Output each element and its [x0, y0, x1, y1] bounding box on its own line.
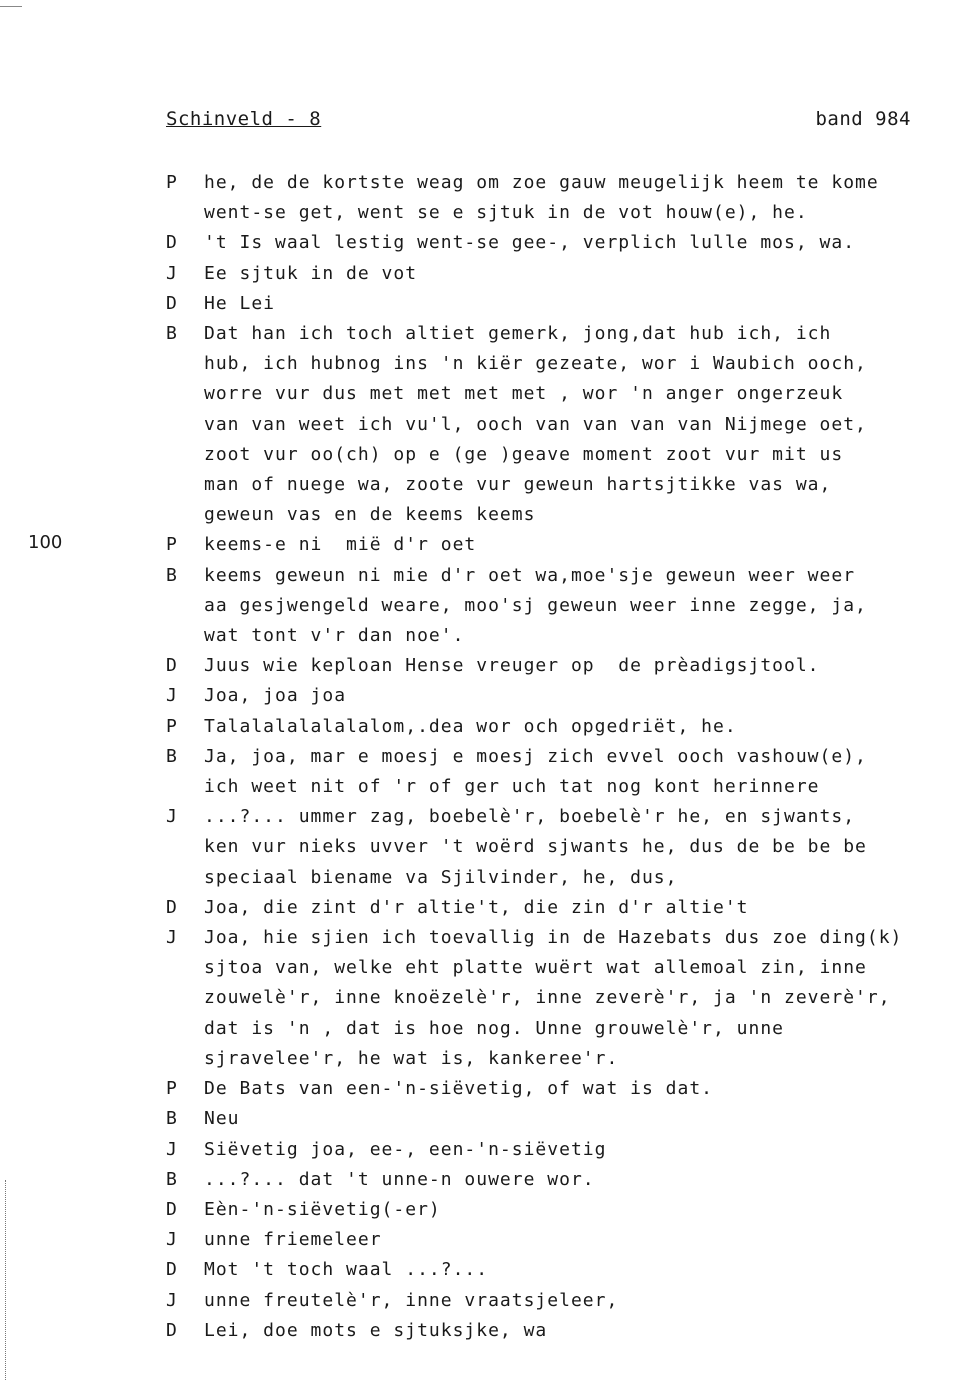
- utterance: [204, 681, 936, 711]
- transcript-turn: [166, 319, 936, 530]
- speaker-label: D: [166, 1259, 178, 1281]
- utterance: [204, 742, 936, 802]
- utterance: [204, 651, 936, 681]
- utterance-line: ken vur nieks uvver 't woërd sjwants he, dus de be be be: [204, 836, 867, 858]
- transcript-turn: [166, 228, 936, 258]
- utterance-line: Joa, joa joa: [204, 685, 347, 707]
- speaker-label: J: [166, 1138, 178, 1160]
- speaker-label: P: [166, 715, 178, 737]
- utterance: [204, 530, 936, 560]
- speaker-label: D: [166, 232, 178, 254]
- utterance-line: Dat han ich toch altiet gemerk, jong,dat hub ich, ich: [204, 323, 832, 345]
- transcript-turn: [166, 1195, 936, 1225]
- transcript-turn: [166, 651, 936, 681]
- utterance: [204, 1104, 936, 1134]
- utterance: [204, 259, 936, 289]
- speaker-label: J: [166, 927, 178, 949]
- utterance-line: unne freutelè'r, inne vraatsjeleer,: [204, 1289, 619, 1311]
- utterance: [204, 289, 936, 319]
- transcript-turn: [166, 1225, 936, 1255]
- utterance-line: ich weet nit of 'r of ger uch tat nog kont herinnere: [204, 776, 820, 798]
- transcript-turn: [166, 259, 936, 289]
- transcript-turn: [166, 893, 936, 923]
- utterance-line: dat is 'n , dat is hoe nog. Unne grouwelè'r, unne: [204, 1017, 785, 1039]
- speaker-label: P: [166, 172, 178, 193]
- utterance-line: went-se get, went se e sjtuk in de vot houw(e), he.: [204, 202, 808, 224]
- utterance-line: van van weet ich vu'l, ooch van van van van Nijmege oet,: [204, 413, 867, 435]
- transcript: [166, 168, 936, 1346]
- margin-line-number: 100: [28, 532, 63, 553]
- utterance-line: sjravelee'r, he wat is, kankeree'r.: [204, 1047, 619, 1069]
- utterance: [204, 1074, 936, 1104]
- utterance: [204, 168, 936, 228]
- transcript-turn: [166, 561, 936, 652]
- utterance-line: Ee sjtuk in de vot: [204, 262, 418, 284]
- speaker-label: D: [166, 1319, 178, 1341]
- utterance: [204, 561, 936, 652]
- utterance: [204, 1255, 936, 1285]
- utterance: [204, 1195, 936, 1225]
- scan-top-rule: [0, 6, 22, 7]
- utterance: [204, 1286, 936, 1316]
- transcript-turn: [166, 742, 936, 802]
- transcript-turn: [166, 289, 936, 319]
- speaker-label: B: [166, 745, 178, 767]
- speaker-label: J: [166, 685, 178, 707]
- page-title: Schinveld - 8: [166, 108, 322, 130]
- speaker-label: D: [166, 655, 178, 677]
- transcript-turn: [166, 923, 936, 1074]
- utterance-line: he, de de kortste weag om zoe gauw meugelijk heem te kome: [204, 172, 879, 193]
- transcript-turn: [166, 712, 936, 742]
- speaker-label: J: [166, 262, 178, 284]
- utterance-line: aa gesjwengeld weare, moo'sj geweun weer inne zegge, ja,: [204, 594, 867, 616]
- utterance-line: unne friemeleer: [204, 1229, 382, 1251]
- speaker-label: D: [166, 1198, 178, 1220]
- utterance: [204, 923, 936, 1074]
- transcript-turn: [166, 1135, 936, 1165]
- utterance: [204, 319, 936, 530]
- utterance-line: Talalalalalalalom,.dea wor och opgedriët, he.: [204, 715, 737, 737]
- transcript-turn: [166, 530, 936, 560]
- speaker-label: P: [166, 1078, 178, 1100]
- utterance-line: Joa, hie sjien ich toevallig in de Hazebats dus zoe ding(k): [204, 927, 903, 949]
- utterance-line: speciaal biename va Sjilvinder, he, dus,: [204, 866, 678, 888]
- utterance-line: man of nuege wa, zoote vur geweun hartsjtikke vas wa,: [204, 474, 832, 496]
- utterance-line: Siëvetig joa, ee-, een-'n-siëvetig: [204, 1138, 607, 1160]
- utterance-line: keems-e ni mië d'r oet: [204, 534, 477, 556]
- speaker-label: B: [166, 1108, 178, 1130]
- utterance: [204, 802, 936, 893]
- utterance-line: Lei, doe mots e sjtuksjke, wa: [204, 1319, 548, 1341]
- utterance-line: keems geweun ni mie d'r oet wa,moe'sje geweun weer weer: [204, 564, 856, 586]
- utterance-line: Mot 't toch waal ...?...: [204, 1259, 489, 1281]
- utterance-line: geweun vas en de keems keems: [204, 504, 536, 526]
- speaker-label: D: [166, 896, 178, 918]
- utterance-line: Neu: [204, 1108, 240, 1130]
- speaker-label: B: [166, 1168, 178, 1190]
- utterance: [204, 228, 936, 258]
- transcript-turn: [166, 802, 936, 893]
- speaker-label: J: [166, 1229, 178, 1251]
- speaker-label: B: [166, 323, 178, 345]
- transcript-turn: [166, 1104, 936, 1134]
- utterance-line: zouwelè'r, inne knoëzelè'r, inne zeverè'r, ja 'n zeverè'r,: [204, 987, 891, 1009]
- scan-edge-mark: [5, 1180, 7, 1380]
- band-number: band 984: [815, 108, 911, 130]
- utterance: [204, 893, 936, 923]
- utterance: [204, 1135, 936, 1165]
- utterance: [204, 1165, 936, 1195]
- speaker-label: B: [166, 564, 178, 586]
- utterance-line: hub, ich hubnog ins 'n kiër gezeate, wor i Waubich ooch,: [204, 353, 867, 375]
- utterance-line: Eèn-'n-siëvetig(-er): [204, 1198, 441, 1220]
- utterance-line: De Bats van een-'n-siëvetig, of wat is dat.: [204, 1078, 713, 1100]
- speaker-label: J: [166, 1289, 178, 1311]
- utterance-line: ...?... ummer zag, boebelè'r, boebelè'r he, en sjwants,: [204, 806, 856, 828]
- utterance-line: Ja, joa, mar e moesj e moesj zich evvel ooch vashouw(e),: [204, 745, 867, 767]
- utterance-line: Joa, die zint d'r altie't, die zin d'r altie't: [204, 896, 749, 918]
- utterance: [204, 1316, 936, 1346]
- transcript-turn: [166, 1074, 936, 1104]
- utterance-line: He Lei: [204, 292, 276, 314]
- utterance-line: worre vur dus met met met met , wor 'n anger ongerzeuk: [204, 383, 844, 405]
- utterance-line: 't Is waal lestig went-se gee-, verplich lulle mos, wa.: [204, 232, 856, 254]
- transcript-turn: [166, 681, 936, 711]
- speaker-label: P: [166, 534, 178, 556]
- transcript-turn: [166, 1255, 936, 1285]
- utterance-line: Juus wie keploan Hense vreuger op de prèadigsjtool.: [204, 655, 820, 677]
- utterance: [204, 712, 936, 742]
- transcript-turn: [166, 168, 936, 228]
- utterance-line: sjtoa van, welke eht platte wuërt wat allemoal zin, inne: [204, 957, 867, 979]
- speaker-label: D: [166, 292, 178, 314]
- transcript-turn: [166, 1165, 936, 1195]
- speaker-label: J: [166, 806, 178, 828]
- utterance-line: wat tont v'r dan noe'.: [204, 625, 465, 647]
- utterance-line: ...?... dat 't unne-n ouwere wor.: [204, 1168, 595, 1190]
- utterance: [204, 1225, 936, 1255]
- utterance-line: zoot vur oo(ch) op e (ge )geave moment zoot vur mit us: [204, 443, 844, 465]
- transcript-turn: [166, 1316, 936, 1346]
- transcript-turn: [166, 1286, 936, 1316]
